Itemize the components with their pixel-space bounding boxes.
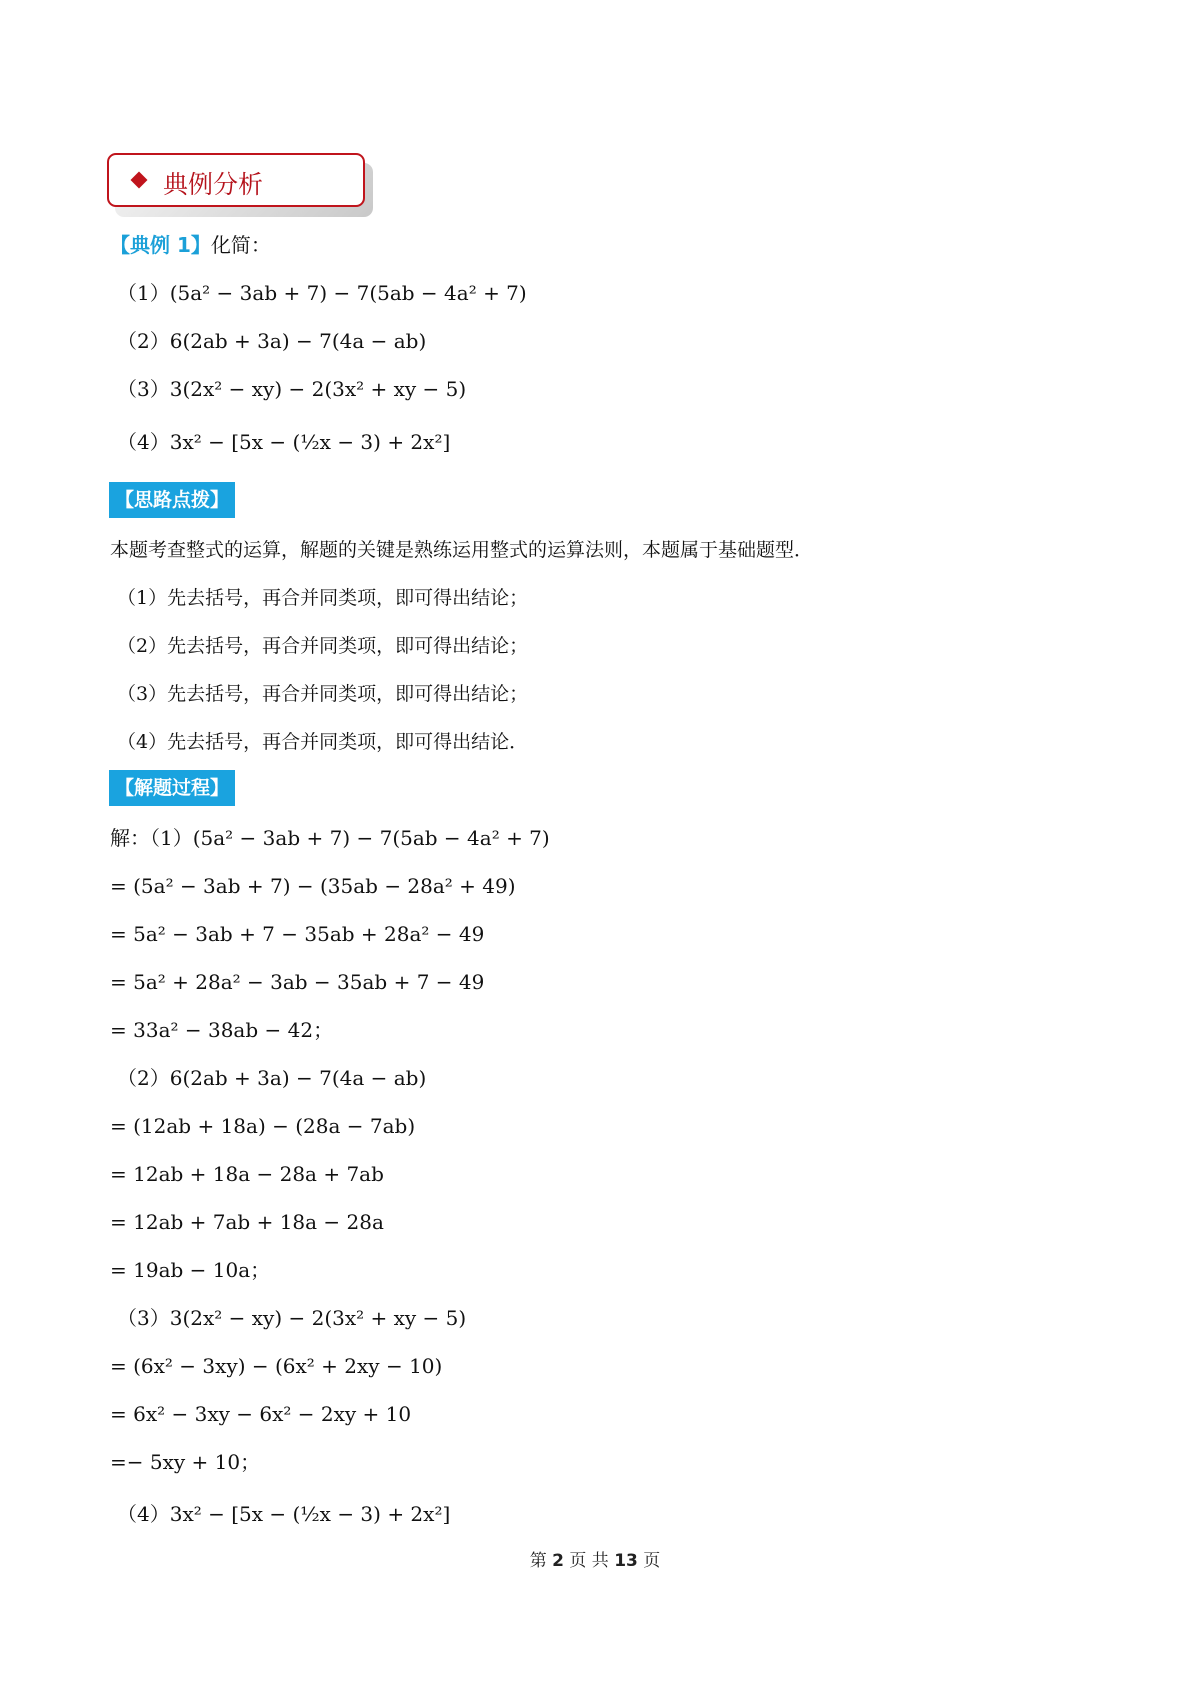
problem-2: （2）6(2ab + 3a) − 7(4a − ab) (117, 329, 427, 353)
example-heading (110, 231, 271, 259)
page-footer (0, 1546, 1190, 1571)
hint-step-4: （4）先去括号，再合并同类项，即可得出结论． (117, 731, 529, 753)
hint-step-2: （2）先去括号，再合并同类项，即可得出结论； (117, 635, 529, 657)
solution-line-7: = (12ab + 18a) − (28a − 7ab) (110, 1114, 416, 1138)
solution-line-15: （4）3x² − [5x − (½x − 3) + 2x²] (117, 1502, 451, 1526)
solution-label: 【解题过程】 (109, 770, 235, 806)
footer-middle: 页 共 (563, 1551, 615, 1571)
section-header (107, 153, 365, 207)
section-title: 典例分析 (163, 170, 264, 199)
solution-line-4: = 5a² + 28a² − 3ab − 35ab + 7 − 49 (110, 970, 485, 994)
footer-prefix: 第 (529, 1551, 553, 1571)
example-tag: 【典例 1】 (110, 233, 211, 257)
solution-line-5: = 33a² − 38ab − 42； (110, 1018, 334, 1042)
example-text: 化简： (210, 233, 271, 257)
hint-label: 【思路点拨】 (109, 482, 235, 518)
hint-intro: 本题考查整式的运算，解题的关键是熟练运用整式的运算法则，本题属于基础题型． (110, 539, 814, 561)
solution-line-6: （2）6(2ab + 3a) − 7(4a − ab) (117, 1066, 427, 1090)
footer-page-number: 2 (552, 1551, 564, 1571)
footer-total-pages: 13 (614, 1551, 638, 1571)
footer-suffix: 页 (637, 1551, 661, 1571)
hint-step-1: （1）先去括号，再合并同类项，即可得出结论； (117, 587, 529, 609)
solution-line-2: = (5a² − 3ab + 7) − (35ab − 28a² + 49) (110, 874, 516, 898)
solution-line-3: = 5a² − 3ab + 7 − 35ab + 28a² − 49 (110, 922, 485, 946)
diamond-bullet-icon (131, 172, 148, 189)
problem-4: （4）3x² − [5x − (½x − 3) + 2x²] (117, 430, 451, 454)
solution-line-1: 解：（1）(5a² − 3ab + 7) − 7(5ab − 4a² + 7) (110, 826, 550, 850)
solution-line-8: = 12ab + 18a − 28a + 7ab (110, 1162, 384, 1186)
solution-line-13: = 6x² − 3xy − 6x² − 2xy + 10 (110, 1402, 412, 1426)
solution-line-10: = 19ab − 10a； (110, 1258, 271, 1282)
solution-line-14: =− 5xy + 10； (110, 1450, 261, 1474)
solution-line-9: = 12ab + 7ab + 18a − 28a (110, 1210, 384, 1234)
solution-line-11: （3）3(2x² − xy) − 2(3x² + xy − 5) (117, 1306, 467, 1330)
hint-step-3: （3）先去括号，再合并同类项，即可得出结论； (117, 683, 529, 705)
solution-line-12: = (6x² − 3xy) − (6x² + 2xy − 10) (110, 1354, 443, 1378)
problem-3: （3）3(2x² − xy) − 2(3x² + xy − 5) (117, 377, 467, 401)
problem-1: （1）(5a² − 3ab + 7) − 7(5ab − 4a² + 7) (117, 281, 527, 305)
